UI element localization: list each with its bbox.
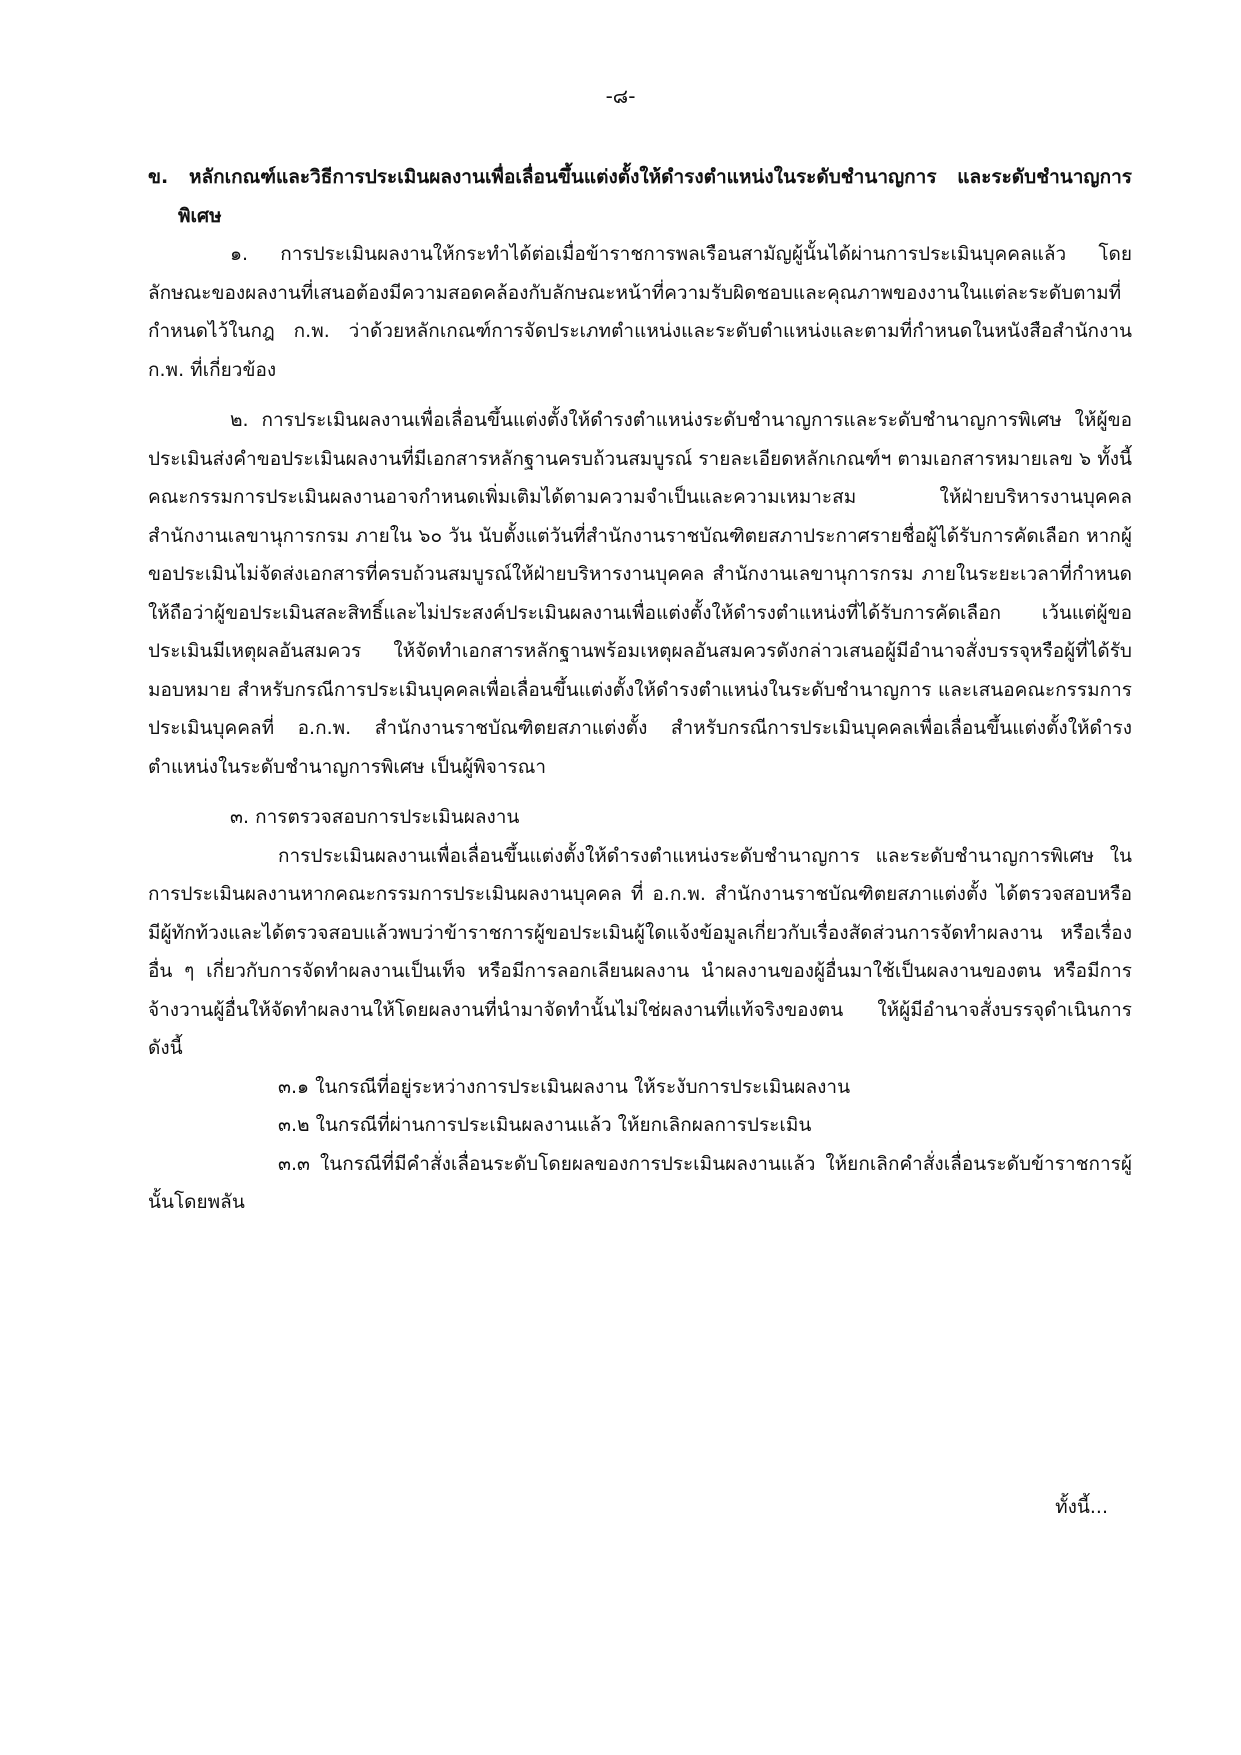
section-heading: ข. หลักเกณฑ์และวิธีการประเมินผลงานเพื่อเลื่อนขึ้นแต่งตั้งให้ดำรงตำแหน่งในระดับชำนาญการ และระดับชำนาญการพิเศษ: [148, 166, 1132, 227]
continuation-marker: ทั้งนี้...: [1055, 1496, 1108, 1518]
paragraph-2: ๒. การประเมินผลงานเพื่อเลื่อนขึ้นแต่งตั้งให้ดำรงตำแหน่งระดับชำนาญการและระดับชำนาญการพิเศษ ให้ผู้ขอประเมินส่งคำขอประเมินผลงานที่มีเอกสารหลักฐานครบถ้วนสมบูรณ์ รายละเอียดหลักเกณฑ์ฯ ตามเอกสารหมายเลข ๖ ทั้งนี้ คณะกรรมการประเมินผลงานอาจกำหนดเพิ่มเติมได้ตามความจำเป็นและความเหมาะสม ให้ฝ่ายบริหารงานบุคคล สำนักงานเลขานุการกรม ภายใน ๖๐ วัน นับตั้งแต่วันที่สำนักงานราชบัณฑิตยสภาประกาศรายชื่อผู้ได้รับการคัดเลือก หากผู้ขอประเมินไม่จัดส่งเอกสารที่ครบถ้วนสมบูรณ์ให้ฝ่ายบริหารงานบุคคล สำนักงานเลขานุการกรม ภายในระยะเวลาที่กำหนด ให้ถือว่าผู้ขอประเมินสละสิทธิ์และไม่ประสงค์ประเมินผลงานเพื่อแต่งตั้งให้ดำรงตำแหน่งที่ได้รับการคัดเลือก เว้นแต่ผู้ขอประเมินมีเหตุผลอันสมควร ให้จัดทำเอกสารหลักฐานพร้อมเหตุผลอันสมควรดังกล่าวเสนอผู้มีอำนาจสั่งบรรจุหรือผู้ที่ได้รับมอบหมาย สำหรับกรณีการประเมินบุคคลเพื่อเลื่อนขึ้นแต่งตั้งให้ดำรงตำแหน่งในระดับชำนาญการ และเสนอคณะกรรมการประเมินบุคคลที่ อ.ก.พ. สำนักงานราชบัณฑิตยสภาแต่งตั้ง สำหรับกรณีการประเมินบุคคลเพื่อเลื่อนขึ้นแต่งตั้งให้ดำรงตำแหน่งในระดับชำนาญการพิเศษ เป็นผู้พิจารณา: [148, 409, 1132, 778]
paragraph-3-title: ๓. การตรวจสอบการประเมินผลงาน: [230, 806, 520, 828]
paragraph-3-3: ๓.๓ ในกรณีที่มีคำสั่งเลื่อนระดับโดยผลของการประเมินผลงานแล้ว ให้ยกเลิกคำสั่งเลื่อนระดับข้าราชการผู้นั้นโดยพลัน: [148, 1152, 1132, 1213]
paragraph-3-2: ๓.๒ ในกรณีที่ผ่านการประเมินผลงานแล้ว ให้ยกเลิกผลการประเมิน: [278, 1114, 812, 1136]
paragraph-3-1: ๓.๑ ในกรณีที่อยู่ระหว่างการประเมินผลงาน ให้ระงับการประเมินผลงาน: [278, 1075, 851, 1098]
paragraph-3-body: การประเมินผลงานเพื่อเลื่อนขึ้นแต่งตั้งให้ดำรงตำแหน่งระดับชำนาญการ และระดับชำนาญการพิเศษ ในการประเมินผลงานหากคณะกรรมการประเมินผลงานบุคคล ที่ อ.ก.พ. สำนักงานราชบัณฑิตยสภาแต่งตั้ง ได้ตรวจสอบหรือมีผู้ทักท้วงและได้ตรวจสอบแล้วพบว่าข้าราชการผู้ขอประเมินผู้ใดแจ้งข้อมูลเกี่ยวกับเรื่องสัดส่วนการจัดทำผลงาน หรือเรื่องอื่น ๆ เกี่ยวกับการจัดทำผลงานเป็นเท็จ หรือมีการลอกเลียนผลงาน นำผลงานของผู้อื่นมาใช้เป็นผลงานของตน หรือมีการจ้างวานผู้อื่นให้จัดทำผลงานให้โดยผลงานที่นำมาจัดทำนั้นไม่ใช่ผลงานที่แท้จริงของตน ให้ผู้มีอำนาจสั่งบรรจุดำเนินการดังนี้: [148, 844, 1132, 1059]
page-number: -๘-: [605, 84, 636, 108]
paragraph-1: ๑. การประเมินผลงานให้กระทำได้ต่อเมื่อข้าราชการพลเรือนสามัญผู้นั้นได้ผ่านการประเมินบุคคลแล้ว โดยลักษณะของผลงานที่เสนอต้องมีความสอดคล้องกับลักษณะหน้าที่ความรับผิดชอบและคุณภาพของงานในแต่ละระดับตามที่กำหนดไว้ในกฎ ก.พ. ว่าด้วยหลักเกณฑ์การจัดประเภทตำแหน่งและระดับตำแหน่งและตามที่กำหนดในหนังสือสำนักงาน ก.พ. ที่เกี่ยวข้อง: [148, 243, 1132, 381]
document-body: [148, 158, 1132, 1222]
